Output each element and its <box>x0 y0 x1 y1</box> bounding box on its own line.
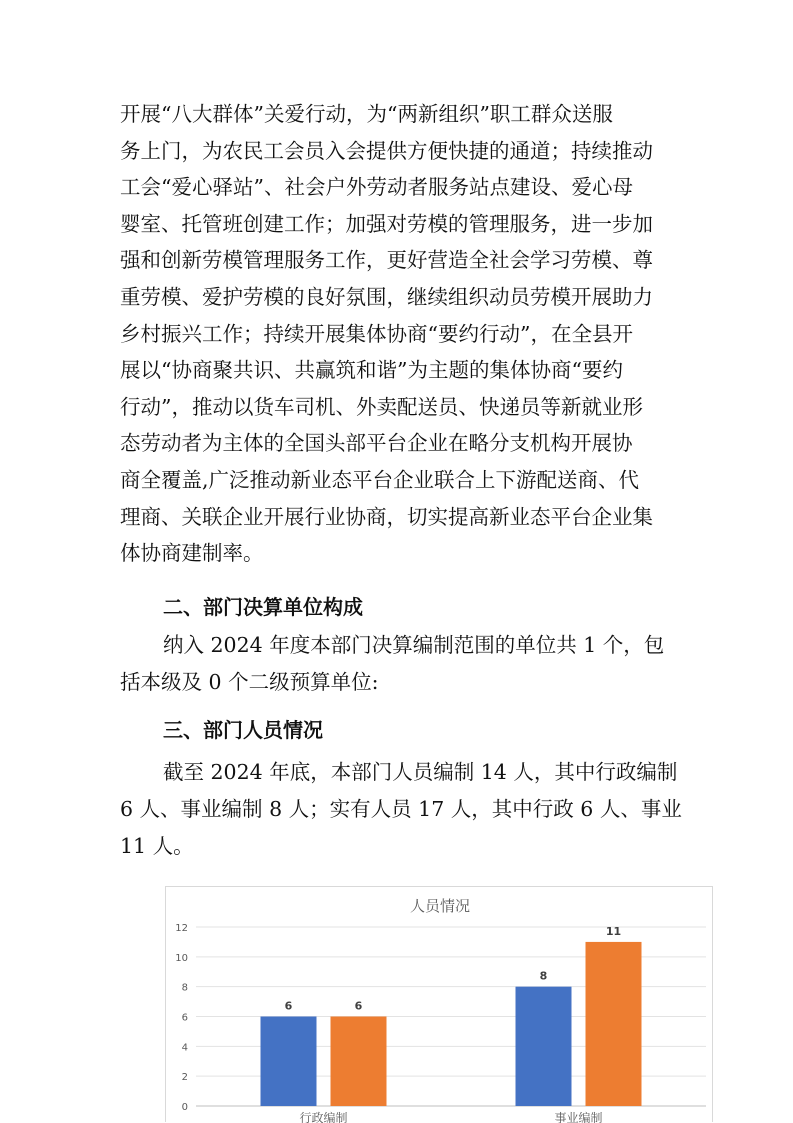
y-tick-label: 12 <box>175 923 188 934</box>
x-category-label: 行政编制 <box>299 1111 348 1123</box>
y-tick-label: 2 <box>181 1072 188 1084</box>
paragraph-line: 纳入 2024 年度本部门决算编制范围的单位共 1 个，包 <box>163 633 665 657</box>
bar <box>586 942 642 1106</box>
bar-data-label: 6 <box>354 999 363 1013</box>
paragraph-line: 理商、关联企业开展行业协商，切实提高新业态平台企业集 <box>120 504 653 529</box>
paragraph-staff <box>163 754 683 791</box>
bar <box>331 1017 387 1107</box>
staff-bar-chart <box>165 886 713 1122</box>
bar-data-label: 11 <box>605 924 622 938</box>
y-tick-label: 10 <box>175 952 188 964</box>
bar <box>516 987 572 1106</box>
chart-title: 人员情况 <box>409 897 471 915</box>
paragraph-line: 括本级及 0 个二级预算单位: <box>120 670 379 694</box>
paragraph-line: 商全覆盖,广泛推动新业态平台企业联合上下游配送商、代 <box>120 467 640 492</box>
paragraph-line: 态劳动者为主体的全国头部平台企业在略分支机构开展协 <box>120 431 633 456</box>
paragraph-line: 6 人、事业编制 8 人；实有人员 17 人，其中行政 6 人、事业 <box>120 797 682 821</box>
paragraph-line: 婴室、托管班创建工作；加强对劳模的管理服务，进一步加 <box>120 211 653 236</box>
section-heading-unit-composition: 二、部门决算单位构成 <box>163 595 363 619</box>
paragraph-line: 体协商建制率。 <box>120 541 264 566</box>
y-tick-label: 8 <box>181 982 188 994</box>
paragraph-line: 乡村振兴工作；持续开展集体协商“要约行动”，在全县开 <box>120 321 633 346</box>
paragraph-line: 截至 2024 年底，本部门人员编制 14 人，其中行政编制 <box>163 760 678 784</box>
y-tick-label: 6 <box>181 1012 188 1024</box>
paragraph-line: 强和创新劳模管理服务工作，更好营造全社会学习劳模、尊 <box>120 248 653 273</box>
paragraph-line: 工会“爱心驿站”、社会户外劳动者服务站点建设、爱心母 <box>120 175 633 200</box>
paragraph-line: 开展“八大群体”关爱行动，为“两新组织”职工群众送服 <box>120 102 613 126</box>
section-heading-staff: 三、部门人员情况 <box>163 718 323 742</box>
bar-data-label: 8 <box>539 969 548 983</box>
paragraph-line: 11 人。 <box>120 833 194 858</box>
paragraph-line: 行动”，推动以货车司机、外卖配送员、快递员等新就业形 <box>120 394 643 419</box>
y-tick-label: 4 <box>181 1042 188 1054</box>
paragraph-unit-composition <box>163 627 683 664</box>
bar-data-label: 6 <box>284 999 293 1013</box>
x-category-label: 事业编制 <box>554 1111 603 1123</box>
paragraph-1 <box>120 96 680 572</box>
paragraph-line: 务上门，为农民工会员入会提供方便快捷的通道；持续推动 <box>120 138 653 163</box>
bar <box>261 1017 317 1107</box>
y-tick-label: 0 <box>181 1102 188 1113</box>
chart-canvas <box>166 887 714 1123</box>
paragraph-line: 重劳模、爱护劳模的良好氛围，继续组织动员劳模开展助力 <box>120 284 653 309</box>
paragraph-staff-cont <box>120 791 680 864</box>
paragraph-unit-composition-cont <box>120 664 680 701</box>
paragraph-line: 展以“协商聚共识、共赢筑和谐”为主题的集体协商“要约 <box>120 358 623 383</box>
